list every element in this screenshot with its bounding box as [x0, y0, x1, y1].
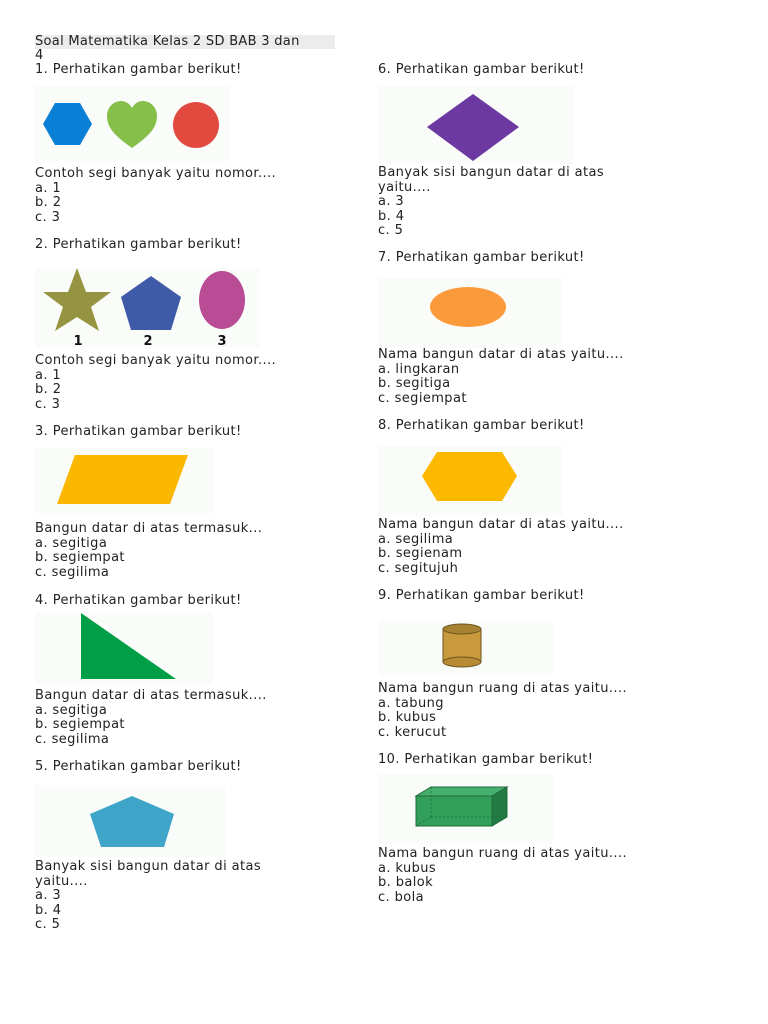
option-a: a. 3	[378, 194, 405, 209]
option-b: b. segienam	[378, 546, 463, 561]
option-b: b. kubus	[378, 710, 437, 725]
ellipse-shape	[199, 271, 245, 329]
question-4	[35, 594, 375, 609]
star-shape	[43, 268, 111, 331]
question-text: Nama bangun ruang di atas yaitu....	[378, 681, 628, 696]
heart-shape	[107, 101, 157, 148]
option-c: c. 3	[35, 209, 61, 225]
question-text: Banyak sisi bangun datar di atas	[35, 859, 262, 874]
option-a: a. 1	[35, 367, 62, 383]
option-c: c. 5	[35, 917, 61, 932]
question-text: yaitu....	[35, 873, 88, 889]
question-heading: 1. Perhatikan gambar berikut!	[35, 62, 242, 77]
option-a: a. 3	[35, 888, 62, 903]
question-text: Nama bangun datar di atas yaitu....	[378, 517, 624, 532]
rhombus-shape	[427, 94, 519, 161]
right-triangle-shape	[81, 613, 176, 679]
question-heading: 8. Perhatikan gambar berikut!	[378, 418, 585, 433]
question-8	[378, 419, 718, 434]
option-b: b. segiempat	[35, 550, 125, 565]
question-6-body	[378, 166, 718, 239]
ellipse-shape	[430, 287, 506, 327]
pentagon-shape	[121, 276, 181, 330]
question-5-image	[35, 785, 225, 857]
title-line-1: Soal Matematika Kelas 2 SD BAB 3 dan	[35, 34, 300, 49]
question-heading: 2. Perhatikan gambar berikut!	[35, 237, 242, 252]
option-b: b. segitiga	[378, 376, 451, 391]
question-9-body	[378, 682, 718, 740]
question-4-image	[35, 613, 213, 685]
question-1	[35, 63, 375, 78]
question-heading: 10. Perhatikan gambar berikut!	[378, 752, 594, 767]
option-c: c. segitujuh	[378, 560, 459, 576]
question-text: Contoh segi banyak yaitu nomor....	[35, 353, 277, 368]
title-line-2: 4	[35, 49, 335, 63]
option-c: c. segilima	[35, 731, 110, 747]
question-heading: 6. Perhatikan gambar berikut!	[378, 62, 585, 77]
parallelogram-shape	[57, 455, 188, 504]
question-text: Nama bangun datar di atas yaitu....	[378, 347, 624, 362]
question-heading: 5. Perhatikan gambar berikut!	[35, 759, 242, 774]
question-6-image	[378, 86, 573, 164]
option-c: c. kerucut	[378, 724, 447, 740]
shape-label-1: 1	[73, 334, 83, 348]
question-10-body	[378, 847, 718, 905]
question-5	[35, 760, 375, 775]
cylinder-shape	[443, 624, 481, 667]
option-b: b. segiempat	[35, 717, 125, 732]
question-8-body	[378, 518, 718, 576]
question-heading: 9. Perhatikan gambar berikut!	[378, 588, 585, 603]
question-6	[378, 63, 718, 78]
option-a: a. segilima	[378, 531, 454, 547]
question-3	[35, 425, 375, 440]
question-text: Nama bangun ruang di atas yaitu....	[378, 846, 628, 861]
question-text: Bangun datar di atas termasuk...	[35, 521, 263, 536]
question-text: Bangun datar di atas termasuk....	[35, 688, 267, 703]
question-10-image	[378, 774, 553, 844]
option-c: c. bola	[378, 889, 424, 905]
option-a: a. segitiga	[35, 535, 108, 551]
option-c: c. 3	[35, 396, 61, 412]
question-2	[35, 238, 375, 253]
question-7	[378, 251, 718, 266]
question-heading: 4. Perhatikan gambar berikut!	[35, 593, 242, 608]
question-text: Contoh segi banyak yaitu nomor....	[35, 166, 277, 181]
question-3-body	[35, 522, 375, 580]
option-c: c. 5	[378, 223, 404, 238]
question-8-image	[378, 446, 563, 516]
question-10	[378, 753, 718, 768]
shape-label-3: 3	[217, 334, 227, 348]
hexagon-shape	[43, 103, 92, 145]
option-b: b. 4	[378, 208, 405, 224]
cuboid-shape	[416, 787, 507, 826]
question-text: Banyak sisi bangun datar di atas	[378, 165, 605, 180]
question-9	[378, 589, 718, 604]
option-a: a. 1	[35, 180, 62, 196]
option-b: b. 2	[35, 195, 62, 210]
question-4-body	[35, 689, 375, 747]
question-7-image	[378, 278, 563, 348]
question-heading: 3. Perhatikan gambar berikut!	[35, 424, 242, 439]
question-2-image	[35, 268, 260, 348]
question-5-body	[35, 860, 375, 933]
option-b: b. balok	[378, 875, 434, 890]
option-a: a. kubus	[378, 860, 437, 876]
option-a: a. tabung	[378, 695, 444, 711]
question-3-image	[35, 448, 215, 513]
hexagon-shape	[422, 452, 517, 501]
question-7-body	[378, 348, 718, 406]
option-a: a. lingkaran	[378, 361, 460, 377]
pentagon-shape	[90, 796, 174, 847]
circle-shape	[173, 102, 219, 148]
option-b: b. 4	[35, 902, 62, 918]
option-c: c. segiempat	[378, 390, 467, 406]
question-text: yaitu....	[378, 179, 431, 195]
question-1-image	[35, 86, 230, 161]
option-b: b. 2	[35, 382, 62, 397]
shape-label-2: 2	[143, 334, 153, 348]
option-c: c. segilima	[35, 564, 110, 580]
question-heading: 7. Perhatikan gambar berikut!	[378, 250, 585, 265]
question-9-image	[378, 620, 553, 676]
option-a: a. segitiga	[35, 702, 108, 718]
question-2-body	[35, 354, 375, 412]
document-title	[35, 35, 335, 63]
question-1-body	[35, 167, 375, 225]
